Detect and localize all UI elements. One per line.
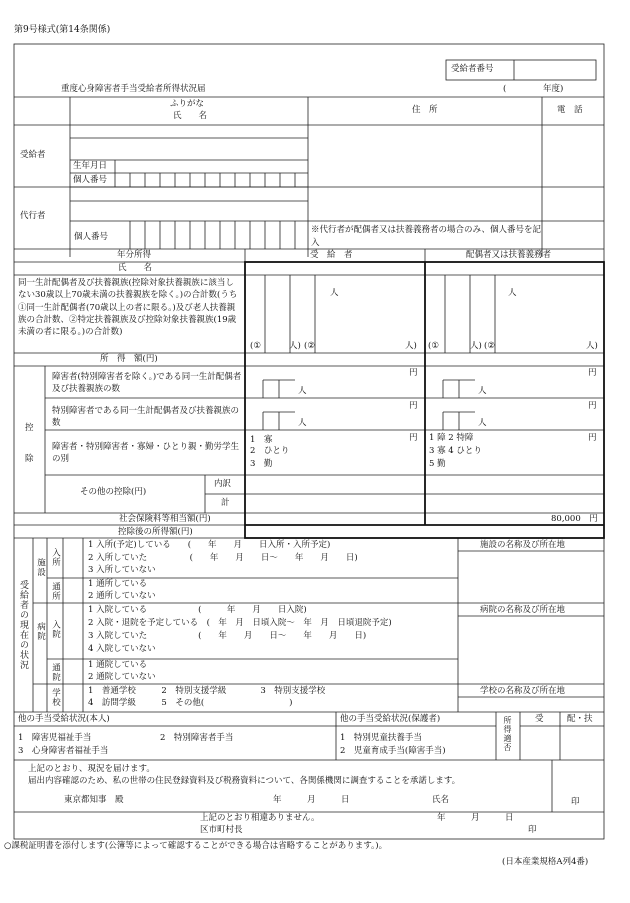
tsusho-line-2[interactable]: 2 通所していない — [88, 591, 156, 601]
agent-name-field[interactable] — [72, 202, 306, 220]
dependents-description: 同一生計配偶者及び扶養親族(控除対象扶養親族に該当しない30歳以上70歳未満の扶養親族を除く。)の合計数(うち①同一生計配偶者(70歳以上の者に限る。)及び老人扶養親族の合計数、②特定扶養親族及び控除対象扶養親族(19歳未満の者に限る。)の合計数) — [18, 278, 238, 338]
tsusho-label: 通所 — [50, 582, 61, 601]
agent-label: 代行者 — [20, 211, 46, 221]
recipient-birthdate-label: 生年月日 — [73, 161, 108, 171]
suitability-label: 所得適否 — [503, 716, 512, 752]
self-allowance-1[interactable]: 1 障害児福祉手当 — [18, 733, 92, 743]
recipient-row3-yen: 円 — [409, 433, 418, 443]
declaration-line1: 上記のとおり、現況を届けます。 — [28, 764, 155, 774]
recipient-number-label: 受給者番号 — [451, 64, 494, 74]
hospital-line-1[interactable]: 1 入院している ( 年 月 日入院) — [88, 605, 307, 615]
hospital-name-label: 病院の名称及び所在地 — [480, 605, 566, 615]
spouse-option-1[interactable]: 1 障 2 特障 — [429, 433, 474, 443]
recipient-number-field[interactable] — [516, 61, 594, 79]
furigana-header: ふりがな — [170, 99, 205, 109]
governor-label: 東京都知事 殿 — [64, 795, 124, 805]
deduction-label-top: 控 — [25, 423, 34, 433]
deduction-row1: 障害者(特別障害者を除く。)である同一生計配偶者及び扶養親族の数 — [52, 372, 242, 395]
spouse-circle2: (② — [484, 341, 495, 351]
tsuin-label: 通院 — [50, 663, 61, 682]
recipient-personal-number-label: 個人番号 — [73, 175, 108, 185]
recipient-option-2[interactable]: 2 ひとり — [250, 446, 290, 456]
name-header: 氏 名 — [173, 111, 208, 121]
recipient-circle1-close: 人) — [289, 341, 301, 351]
spouse-row3-yen: 円 — [588, 433, 597, 443]
recipient-row2-person: 人 — [298, 418, 307, 428]
mayor-label: 区市町村長 — [200, 825, 243, 835]
tsusho-line-1[interactable]: 1 通所している — [88, 579, 148, 589]
spouse-row2-yen: 円 — [588, 401, 597, 411]
agent-personal-number-label: 個人番号 — [74, 232, 109, 242]
recipient-col-header: 受 給 者 — [310, 250, 353, 260]
recipient-dependents-unit: 人 — [330, 288, 339, 298]
recipient-furigana-field[interactable] — [72, 126, 306, 137]
declaration-line2: 届出内容確認のため、私の世帯の住民登録資料及び税務資料について、各関係機関に調査することを承諾します。 — [28, 776, 461, 786]
recipient-address-field[interactable] — [310, 126, 540, 186]
spouse-row2-person: 人 — [478, 418, 487, 428]
spouse-row1-yen: 円 — [588, 368, 597, 378]
self-allowance-header: 他の手当受給状況(本人) — [18, 714, 110, 724]
deduction-row2: 特別障害者である同一生計配偶者及び扶養親族の数 — [52, 406, 240, 429]
school-name-label: 学校の名称及び所在地 — [480, 686, 566, 696]
spouse-circle1: (① — [428, 341, 439, 351]
declaration-date[interactable]: 年 月 日 — [273, 795, 350, 805]
hospital-line-2[interactable]: 2 入院・退院を予定している ( 年 月 日頃入院〜 年 月 日頃退院予定) — [88, 618, 392, 628]
spouse-circle2-close: 人) — [586, 341, 598, 351]
spouse-circle1-close: 人) — [470, 341, 482, 351]
hospital-line-3[interactable]: 3 入院していた ( 年 月 日〜 年 月 日) — [88, 631, 367, 641]
guardian-allowance-1[interactable]: 1 特別児童扶養手当 — [340, 733, 422, 743]
school-line-2[interactable]: 4 訪問学級 5 その他( ) — [88, 698, 293, 708]
recipient-circle1: (① — [250, 341, 261, 351]
declarant-name-label: 氏名 — [432, 795, 450, 805]
recipient-row1-person: 人 — [298, 386, 307, 396]
nyuin-label: 入院 — [50, 620, 61, 639]
annual-income-label: 年分所得 — [117, 250, 152, 260]
self-allowance-3[interactable]: 3 心身障害者福祉手当 — [18, 746, 109, 756]
hospital-label: 病院 — [35, 622, 46, 641]
agent-note: ※代行者が配偶者又は扶養義務者の場合のみ、個人番号を記入 — [311, 225, 542, 248]
address-header: 住 所 — [412, 105, 438, 115]
guardian-allowance-header: 他の手当受給状況(保護者) — [340, 714, 441, 724]
fiscal-year-close: 年度) — [543, 84, 564, 94]
school-line-1[interactable]: 1 普通学校 2 特別支援学級 3 特別支援学校 — [88, 686, 326, 696]
recipient-circle2-close: 人) — [405, 341, 417, 351]
receive-label: 受 — [535, 714, 544, 724]
deduction-label-bottom: 除 — [25, 454, 34, 464]
spouse-option-2[interactable]: 3 寡 4 ひとり — [429, 446, 482, 456]
declarant-seal: 印 — [571, 797, 580, 807]
mayor-seal: 印 — [528, 825, 537, 835]
total-label: 計 — [221, 498, 230, 508]
facility-line-3[interactable]: 3 入所していない — [88, 565, 156, 575]
facility-line-1[interactable]: 1 入所(予定)している ( 年 月 日入所・入所予定) — [88, 540, 331, 550]
spouse-dependents-unit: 人 — [508, 288, 517, 298]
fiscal-year-open: ( — [503, 84, 507, 94]
hospital-line-4[interactable]: 4 入院していない — [88, 644, 156, 654]
recipient-option-1[interactable]: 1 寡 — [250, 435, 273, 445]
self-allowance-2[interactable]: 2 特別障害者手当 — [160, 733, 234, 743]
footer-note: ○課税証明書を添付します(公簿等によって確認することができる場合は省略することがあります。)。 — [4, 841, 388, 851]
tsuin-line-1[interactable]: 1 通院している — [88, 660, 148, 670]
facility-name-label: 施設の名称及び所在地 — [480, 540, 566, 550]
income-amount-label: 所 得 額(円) — [100, 354, 158, 364]
breakdown-label: 内訳 — [214, 479, 232, 489]
nyusho-label: 入所 — [50, 548, 61, 567]
school-label: 学校 — [50, 688, 61, 707]
spouse-dep-label: 配・扶 — [567, 714, 593, 724]
form-code: 第9号様式(第14条関係) — [14, 25, 111, 35]
facility-line-2[interactable]: 2 入所していた ( 年 月 日〜 年 月 日) — [88, 553, 358, 563]
other-deduction-label: その他の控除(円) — [80, 487, 147, 497]
status-vertical-label: 受給者の現在の状況 — [18, 580, 28, 670]
guardian-allowance-2[interactable]: 2 児童育成手当(障害手当) — [340, 746, 446, 756]
social-insurance-label: 社会保険料等相当額(円) — [119, 514, 211, 524]
facility-label: 施設 — [35, 558, 46, 577]
recipient-row1-yen: 円 — [409, 368, 418, 378]
tsuin-line-2[interactable]: 2 通院していない — [88, 672, 156, 682]
certify-text: 上記のとおり相違ありません。 — [200, 813, 320, 823]
recipient-circle2: (② — [304, 341, 315, 351]
income-name-row: 氏 名 — [118, 263, 153, 273]
spouse-row1-person: 人 — [478, 386, 487, 396]
recipient-label: 受給者 — [20, 150, 46, 160]
form-title: 重度心身障害者手当受給者所得状況届 — [61, 84, 206, 94]
jis-note: (日本産業規格A列4番) — [502, 857, 589, 867]
recipient-row2-yen: 円 — [409, 401, 418, 411]
after-deduction-label: 控除後の所得額(円) — [118, 527, 193, 537]
recipient-option-3[interactable]: 3 勤 — [250, 459, 273, 469]
social-insurance-value[interactable]: 80,000 円 — [551, 514, 598, 524]
phone-header: 電 話 — [557, 105, 583, 115]
recipient-name-field[interactable] — [72, 139, 306, 159]
spouse-option-3[interactable]: 5 勤 — [429, 459, 446, 469]
spouse-col-header: 配偶者又は扶養義務者 — [466, 250, 552, 260]
recipient-phone-field[interactable] — [544, 126, 602, 186]
deduction-row3: 障害者・特別障害者・寡婦・ひとり親・勤労学生の別 — [52, 442, 240, 465]
certify-date[interactable]: 年 月 日 — [437, 813, 514, 823]
